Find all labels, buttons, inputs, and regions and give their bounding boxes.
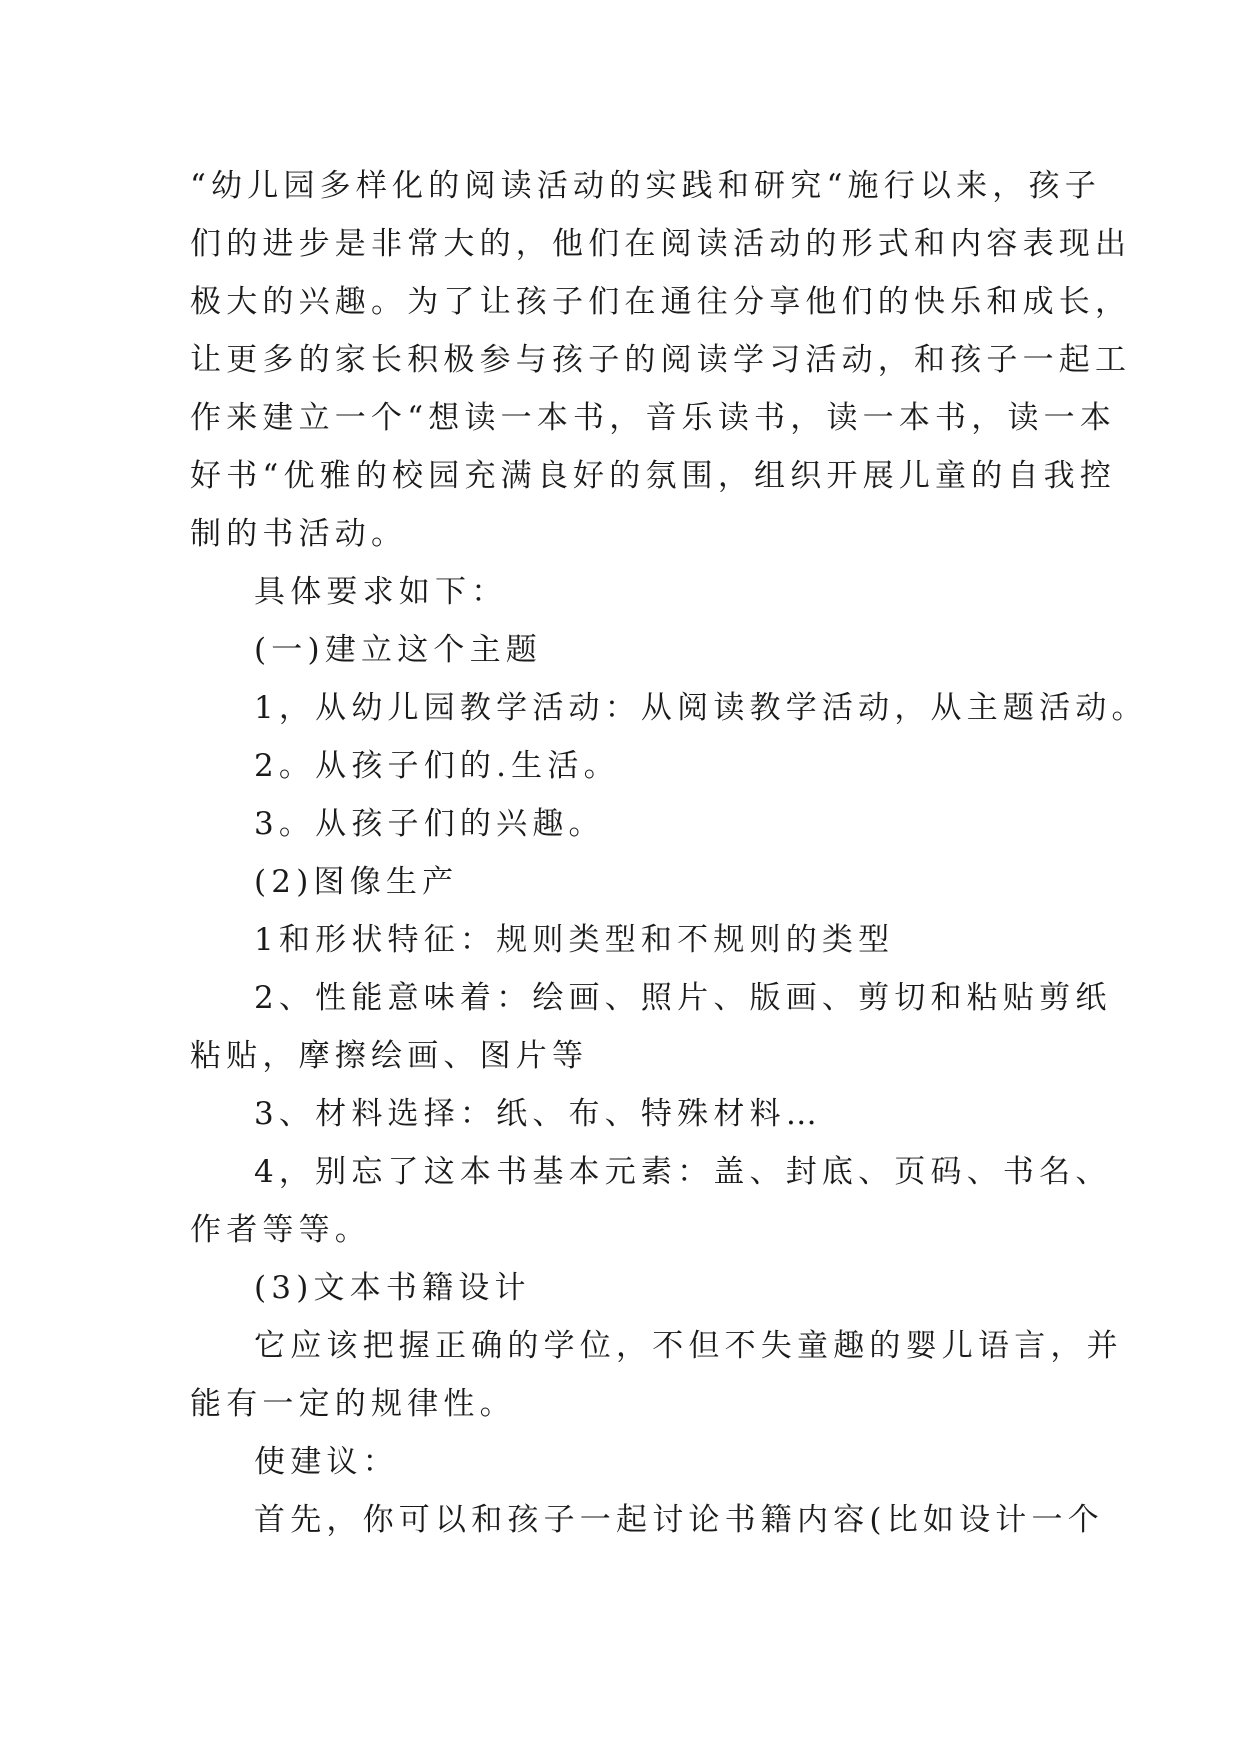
paragraph-line: (3)文本书籍设计 — [254, 1270, 531, 1306]
paragraph-line: 制的书活动。 — [190, 516, 408, 552]
paragraph-line: (一)建立这个主题 — [254, 632, 542, 668]
paragraph-line: (2)图像生产 — [254, 864, 459, 900]
paragraph-line: 4，别忘了这本书基本元素：盖、封底、页码、书名、 — [254, 1154, 1112, 1190]
paragraph-line: 作者等等。 — [190, 1212, 371, 1248]
paragraph-line: 3、材料选择：纸、布、特殊材料… — [254, 1096, 822, 1132]
paragraph-line: 1和形状特征：规则类型和不规则的类型 — [254, 922, 895, 958]
paragraph-line: 粘贴，摩擦绘画、图片等 — [190, 1038, 589, 1074]
paragraph-line: 具体要求如下： — [254, 574, 508, 610]
paragraph-line: 极大的兴趣。为了让孩子们在通往分享他们的快乐和成长， — [190, 284, 1132, 320]
paragraph-line: 们的进步是非常大的，他们在阅读活动的形式和内容表现出 — [190, 226, 1132, 262]
paragraph-line: 1，从幼儿园教学活动：从阅读教学活动，从主题活动。 — [254, 690, 1148, 726]
paragraph-line: “幼儿园多样化的阅读活动的实践和研究“施行以来，孩子 — [190, 168, 1101, 204]
paragraph-line: 好书“优雅的校园充满良好的氛围，组织开展儿童的自我控 — [190, 458, 1117, 494]
paragraph-line: 2、性能意味着：绘画、照片、版画、剪切和粘贴剪纸 — [254, 980, 1112, 1016]
paragraph-line: 2。从孩子们的.生活。 — [254, 748, 620, 784]
paragraph-line: 3。从孩子们的兴趣。 — [254, 806, 605, 842]
paragraph-line: 使建议： — [254, 1444, 399, 1480]
document-body — [190, 157, 1148, 1549]
paragraph-line: 首先，你可以和孩子一起讨论书籍内容(比如设计一个 — [254, 1502, 1104, 1538]
paragraph-line: 能有一定的规律性。 — [190, 1386, 516, 1422]
paragraph-line: 作来建立一个“想读一本书，音乐读书，读一本书，读一本 — [190, 400, 1117, 436]
paragraph-line: 让更多的家长积极参与孩子的阅读学习活动，和孩子一起工 — [190, 342, 1132, 378]
paragraph-line: 它应该把握正确的学位，不但不失童趣的婴儿语言，并 — [254, 1328, 1123, 1364]
